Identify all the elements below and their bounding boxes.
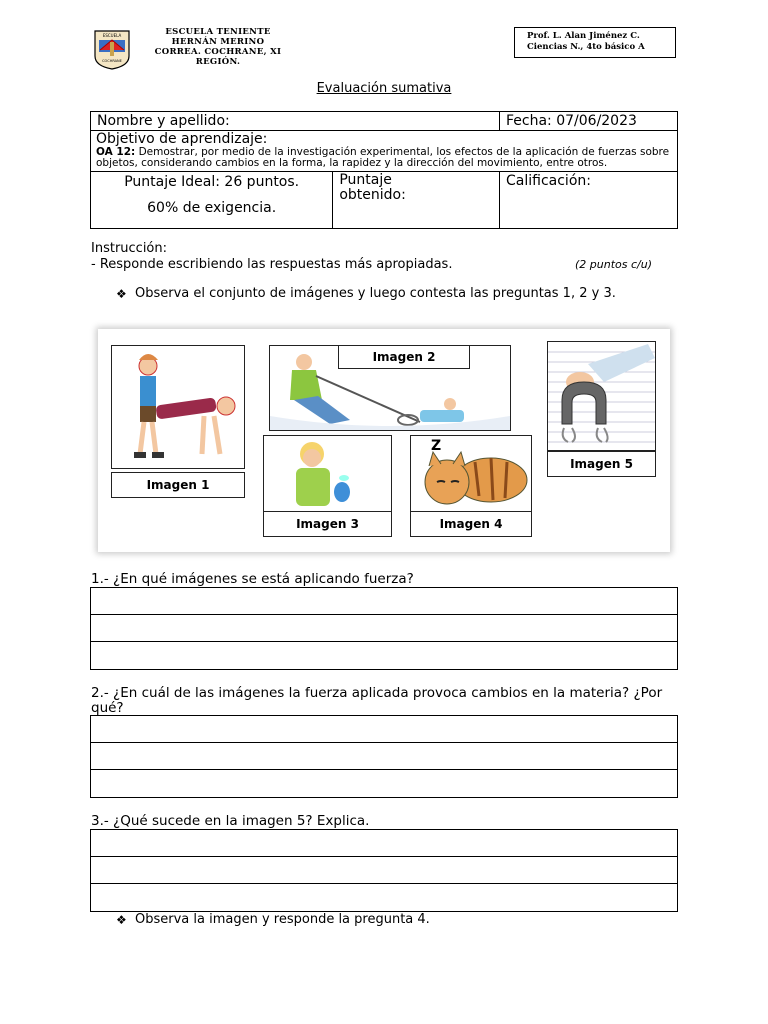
objective-label: Objetivo de aprendizaje:: [96, 131, 268, 147]
date-cell: [500, 112, 678, 131]
image-4-label: Imagen 4: [410, 511, 532, 537]
name-cell[interactable]: [91, 112, 500, 131]
image-5-label: Imagen 5: [547, 451, 656, 477]
objective-description: Demostrar, por medio de la investigación experimental, los efectos de la aplicación de fuerzas sobre objetos, considerando cambios en la forma, la rapidez y la dirección del movimiento, entre otros.: [96, 146, 670, 169]
points-note: (2 puntos c/u): [575, 258, 652, 271]
bullet-text-1: Observa el conjunto de imágenes y luego contesta las preguntas 1, 2 y 3.: [135, 286, 616, 301]
grade-label: Calificación:: [506, 173, 591, 189]
logo-text-bottom: COCHRANE: [102, 59, 122, 63]
objective-text: [96, 147, 672, 169]
answer-box-2[interactable]: [90, 715, 678, 798]
answer-line[interactable]: [91, 615, 677, 642]
image-3-picture: [263, 435, 392, 513]
page-title: Evaluación sumativa: [316, 81, 452, 96]
course-name: Ciencias N., 4to básico A: [527, 42, 645, 52]
image-3-label: Imagen 3: [263, 511, 392, 537]
images-panel: [98, 329, 670, 552]
school-line-1: ESCUELA TENIENTE: [165, 27, 271, 37]
school-line-3: CORREA. COCHRANE, XI: [154, 47, 282, 57]
answer-line[interactable]: [91, 588, 677, 615]
grade-cell[interactable]: [500, 172, 678, 229]
school-logo: [92, 28, 132, 70]
objective-cell: [91, 131, 678, 172]
image-4-picture: [410, 435, 532, 513]
school-name: [148, 27, 288, 67]
obtained-label: Puntaje obtenido:: [339, 172, 406, 203]
answer-line[interactable]: [91, 642, 677, 669]
info-table: [90, 111, 678, 229]
answer-line[interactable]: [91, 743, 677, 770]
answer-line[interactable]: [91, 884, 677, 911]
school-line-2: HERNÁN MERINO: [171, 37, 265, 47]
objective-code: OA 12:: [96, 146, 136, 158]
question-2: 2.- ¿En cuál de las imágenes la fuerza aplicada provoca cambios en la materia? ¿Por qué?: [91, 685, 663, 716]
answer-line[interactable]: [91, 770, 677, 797]
answer-line[interactable]: [91, 857, 677, 884]
logo-text-top: ESCUELA: [102, 33, 122, 38]
diamond-bullet-icon: ❖: [116, 913, 127, 927]
teacher-name: Prof. L. Alan Jiménez C.: [527, 31, 640, 41]
image-1-picture: [111, 345, 245, 469]
answer-line[interactable]: [91, 830, 677, 857]
instruction-text: - Responde escribiendo las respuestas más apropiadas.: [91, 257, 453, 272]
image-2-label: Imagen 2: [338, 345, 470, 369]
teacher-box: [514, 27, 676, 58]
exigency: 60% de exigencia.: [147, 200, 277, 216]
ideal-score-cell: [91, 172, 333, 229]
date-label: Fecha: 07/06/2023: [506, 113, 637, 129]
obtained-cell[interactable]: [333, 172, 500, 229]
bullet-text-2: Observa la imagen y responde la pregunta 4.: [135, 912, 430, 927]
question-1: 1.- ¿En qué imágenes se está aplicando fuerza?: [91, 571, 414, 587]
answer-box-3[interactable]: [90, 829, 678, 912]
instruction-heading: Instrucción:: [91, 241, 168, 256]
school-line-4: REGIÓN.: [195, 57, 241, 67]
diamond-bullet-icon: ❖: [116, 287, 127, 301]
question-3: 3.- ¿Qué sucede en la imagen 5? Explica.: [91, 813, 370, 829]
image-1-label: Imagen 1: [111, 472, 245, 498]
sleep-z-text: Z: [431, 438, 442, 454]
image-5-picture: [547, 341, 656, 451]
ideal-score: Puntaje Ideal: 26 puntos.: [124, 174, 300, 190]
answer-box-1[interactable]: [90, 587, 678, 670]
answer-line[interactable]: [91, 716, 677, 743]
name-label: Nombre y apellido:: [97, 113, 230, 129]
